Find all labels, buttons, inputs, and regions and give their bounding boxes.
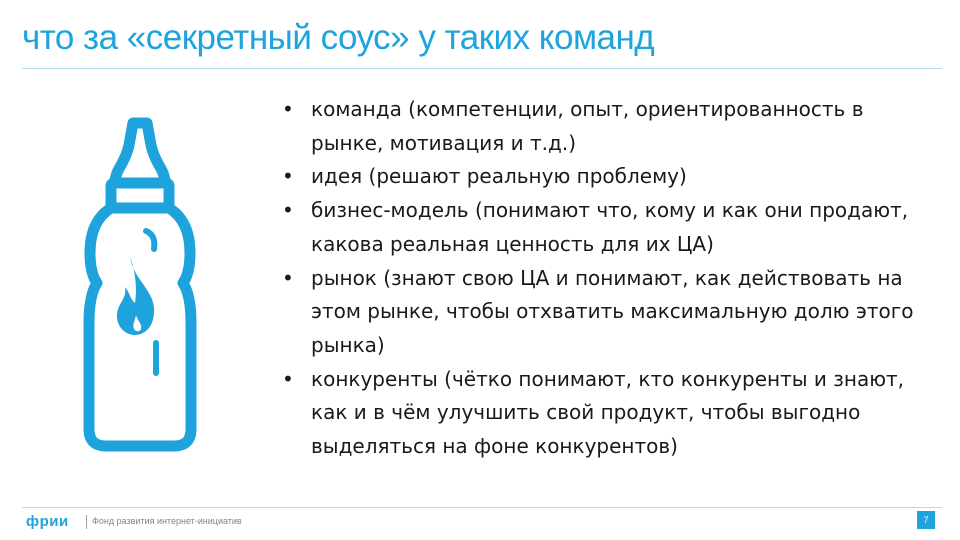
- page-number: 7: [917, 511, 935, 529]
- bullet-item-team: • команда (компетенции, опыт, ориентированность в рынке, мотивация и т.д.): [282, 93, 932, 160]
- bullet-item-business-model: • бизнес-модель (понимают что, кому и как они продают, какова реальная ценность для их ЦА): [282, 194, 932, 261]
- logo-separator: [86, 515, 87, 529]
- organization-name: Фонд развития интернет-инициатив: [92, 516, 242, 526]
- bullet-item-idea: • идея (решают реальную проблему): [282, 160, 932, 194]
- frii-logo: фрии: [26, 513, 69, 530]
- bullet-item-market: • рынок (знают свою ЦА и понимают, как действовать на этом рынке, чтобы отхватить максимальную долю этого рынка): [282, 262, 932, 363]
- bullet-list: [282, 93, 932, 464]
- title-divider: [22, 68, 942, 69]
- slide-title: что за «секретный соус» у таких команд: [22, 18, 655, 57]
- footer-divider: [22, 507, 942, 508]
- sauce-bottle-with-flame-icon: [80, 115, 200, 460]
- bullet-item-competitors: • конкуренты (чётко понимают, кто конкуренты и знают, как и в чём улучшить свой продукт, чтобы выгодно выделяться на фоне конкурентов): [282, 363, 932, 464]
